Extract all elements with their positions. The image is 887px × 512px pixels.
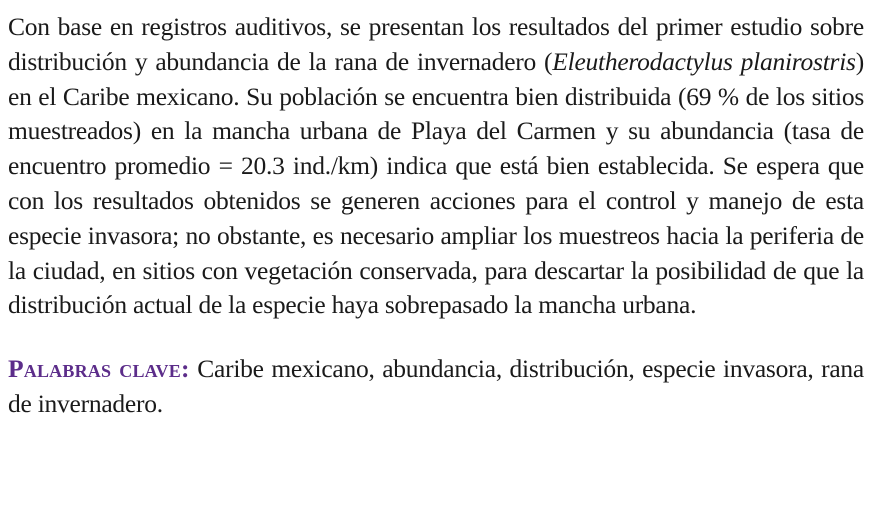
abstract-text-part1: Con base en registros auditivos, se presentan los resultados del primer estudio sobre distribución y abundancia de la rana de invernadero ( bbox=[8, 12, 864, 76]
abstract-paragraph bbox=[8, 10, 864, 323]
keywords-label: Palabras clave: bbox=[8, 354, 190, 384]
species-name: Eleutherodactylus planirostris bbox=[552, 46, 856, 76]
abstract-text-part2: ) en el Caribe mexicano. Su población se encuentra bien distribuida (69 % de los sitios muestreados) en la mancha urbana de Playa del Carmen y su abundancia (tasa de encuentro promedio = 20.3 ind./km) indica que está bien establecida. Se espera que con los resultados obtenidos se generen acciones para el control y manejo de esta especie invasora; no obstante, es necesario ampliar los muestreos hacia la periferia de la ciudad, en sitios con vegetación conservada, para descartar la posibilidad de que la distribución actual de la especie haya sobrepasado la mancha urbana. bbox=[8, 46, 864, 320]
document-page bbox=[8, 10, 864, 422]
keywords-text: Caribe mexicano, abundancia, distribución, especie invasora, rana de invernadero. bbox=[8, 354, 865, 418]
keywords-paragraph bbox=[8, 352, 864, 422]
